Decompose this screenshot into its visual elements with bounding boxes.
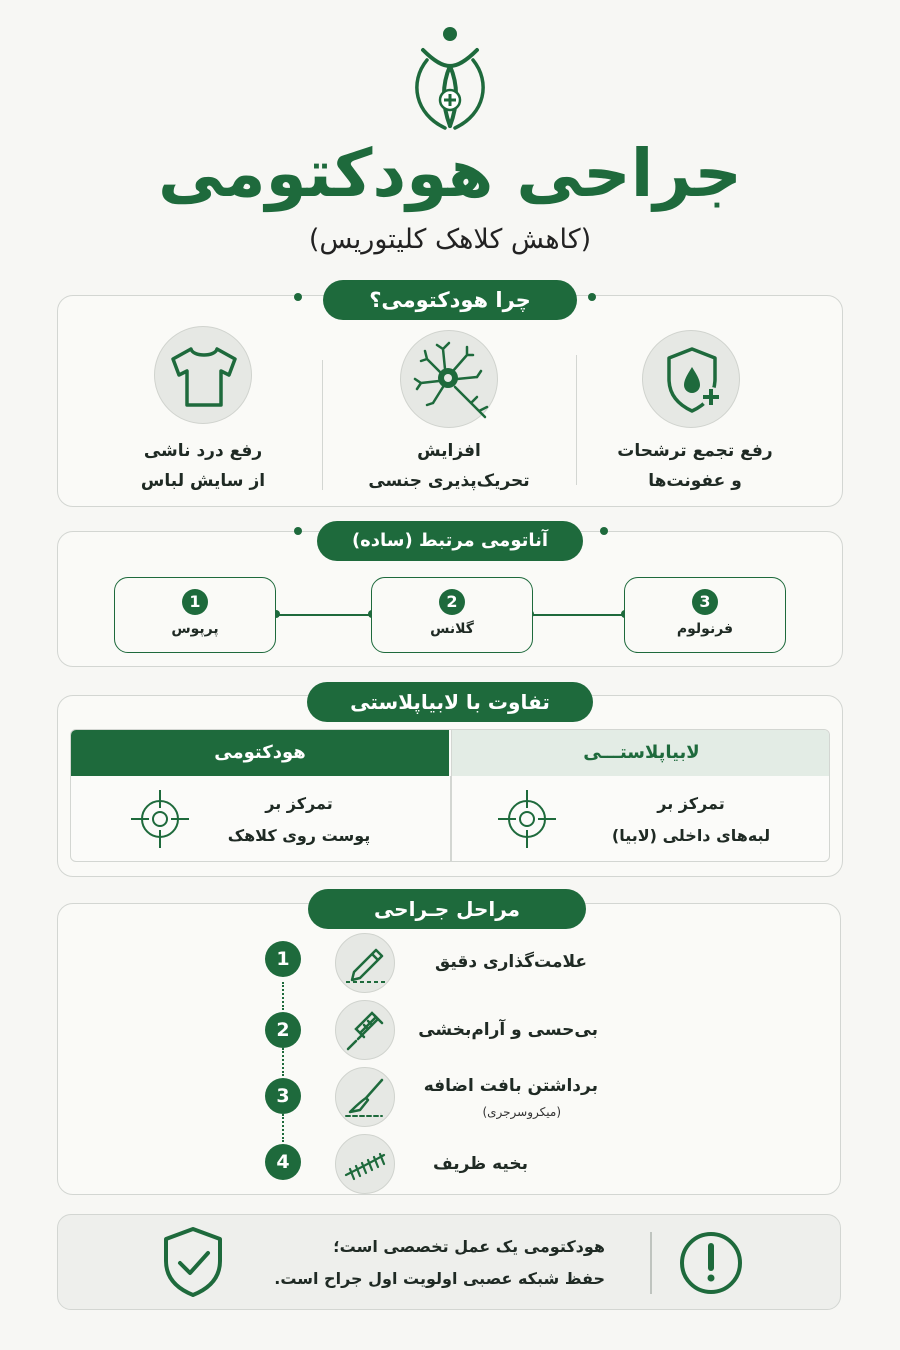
tshirt-icon <box>155 327 253 425</box>
pill-dot <box>294 293 302 301</box>
connector-line <box>276 614 372 616</box>
note-divider <box>650 1232 652 1294</box>
number-badge: 3 <box>692 589 718 615</box>
divider <box>322 360 323 490</box>
why-item-friction: رفع درد ناشی از سایش لباس <box>140 441 266 491</box>
why-section-title: چرا هودکتومی؟ <box>323 280 577 320</box>
medical-figure-logo-icon <box>405 22 495 134</box>
step-label: بخیه ظریف <box>432 1154 528 1174</box>
page-subtitle: (کاهش کلاهک کلیتوریس) <box>308 224 592 255</box>
table-divider <box>450 776 452 862</box>
target-icon <box>496 788 558 850</box>
step-number: 1 <box>265 941 301 977</box>
divider <box>576 355 577 485</box>
page-title: جراحی هودکتومی <box>158 135 742 212</box>
why-icon-circle <box>642 330 740 428</box>
difference-section-title: تفاوت با لابیاپلاستی <box>307 682 593 722</box>
anatomy-section-title: آناتومی مرتبط (ساده) <box>317 521 583 561</box>
steps-section-title: مراحل جـراحی <box>308 889 586 929</box>
step-label: بی‌حسی و آرام‌بخشی <box>418 1020 598 1040</box>
anatomy-label: پرپوس <box>171 621 219 637</box>
step-sublabel: (میکروسرجری) <box>482 1105 561 1119</box>
step-number: 3 <box>265 1078 301 1114</box>
anatomy-item-frenulum <box>624 577 786 653</box>
number-badge: 1 <box>182 589 208 615</box>
labiaplasty-focus: تمرکز بر لبه‌های داخلی (لابیا) <box>611 794 771 845</box>
step-connector <box>282 1114 284 1142</box>
step-number: 2 <box>265 1012 301 1048</box>
hoodectomy-focus: تمرکز بر پوست روی کلاهک <box>227 794 371 845</box>
step-number: 4 <box>265 1144 301 1180</box>
number-badge: 2 <box>439 589 465 615</box>
pill-dot <box>600 527 608 535</box>
steps-section-card <box>57 903 841 1195</box>
step-label: برداشتن بافت اضافه <box>423 1076 598 1096</box>
target-icon <box>129 788 191 850</box>
anatomy-item-prepuce <box>114 577 276 653</box>
exclamation-circle-icon <box>678 1230 744 1296</box>
pill-dot <box>294 527 302 535</box>
why-icon-circle <box>154 326 252 424</box>
why-item-secretions: رفع تجمع ترشحات و عفونت‌ها <box>617 441 773 491</box>
table-header-hoodectomy: هودکتومی <box>71 730 449 776</box>
step-label: علامت‌گذاری دقیق <box>435 952 587 972</box>
table-header-labiaplasty: لابیاپلاستـــی <box>451 730 830 776</box>
anatomy-label: گلانس <box>430 621 474 637</box>
comparison-table <box>70 729 830 862</box>
anatomy-item-glans <box>371 577 533 653</box>
neuron-icon <box>401 331 499 429</box>
step-connector <box>282 982 284 1010</box>
shield-drop-plus-icon <box>643 331 741 429</box>
note-text: هودکتومی یک عمل تخصصی است؛ حفظ شبکه عصبی اولویت اول جراح است. <box>274 1237 605 1288</box>
why-icon-circle <box>400 330 498 428</box>
anatomy-label: فرنولوم <box>676 621 734 637</box>
step-connector <box>282 1048 284 1076</box>
why-item-sensitivity: افزایش تحریک‌پذیری جنسی <box>368 441 530 491</box>
connector-line <box>530 614 625 616</box>
pill-dot <box>588 293 596 301</box>
